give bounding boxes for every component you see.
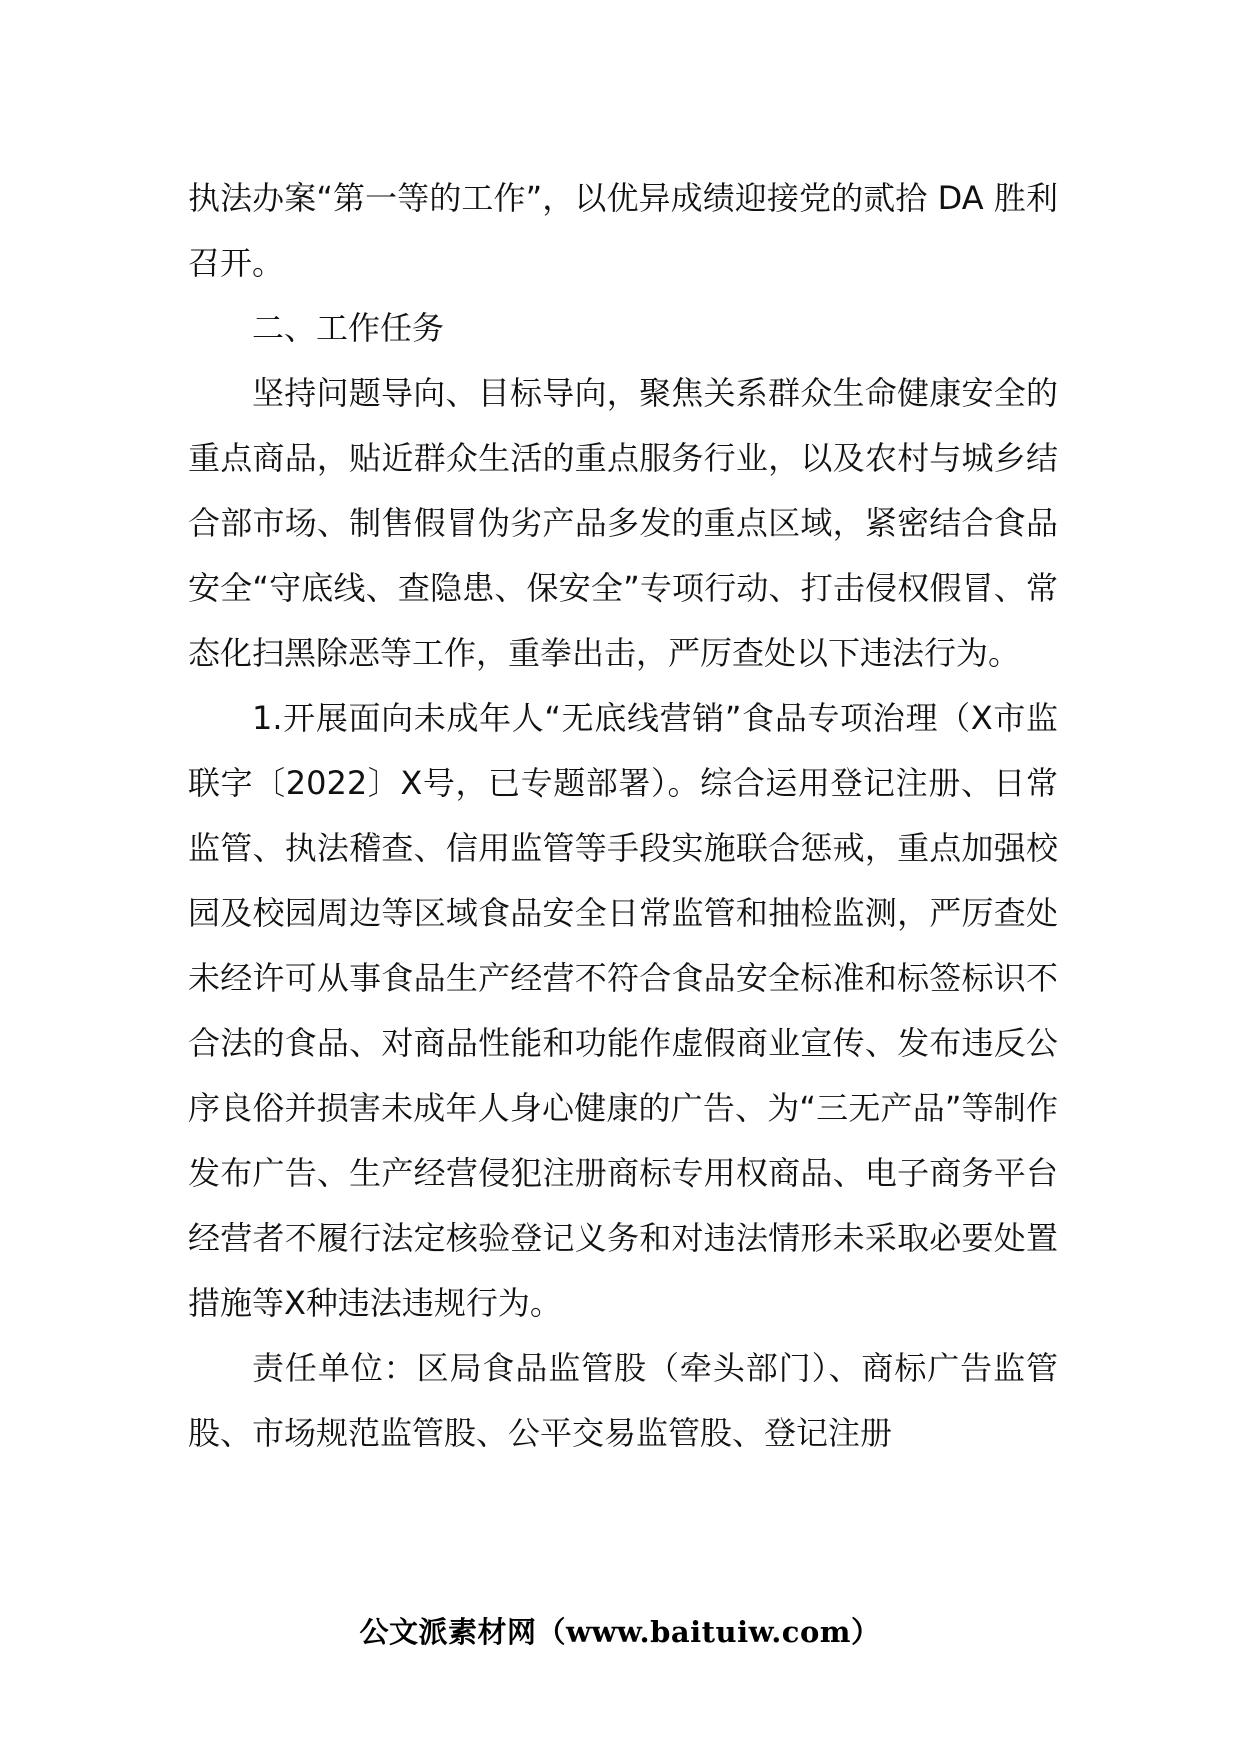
paragraph-responsible-units: 责任单位：区局食品监管股（牵头部门）、商标广告监管股、市场规范监管股、公平交易监管股、登记注册 [188,1349,1058,1452]
footer-watermark: 公文派素材网（www.baituiw.com） [359,1615,881,1649]
document-body [188,166,1058,1466]
section-heading: 二、工作任务 [252,309,445,347]
paragraph-item-1: 1.开展面向未成年人“无底线营销”食品专项治理（X市监联字〔2022〕X号，已专题部署）。综合运用登记注册、日常监管、执法稽查、信用监管等手段实施联合惩戒，重点加强校园及校园周边等区域食品安全日常监管和抽检监测，严厉查处未经许可从事食品生产经营不符合食品安全标准和标签标识不合法的食品、对商品性能和功能作虚假商业宣传、发布违反公序良俗并损害未成年人身心健康的广告、为“三无产品”等制作发布广告、生产经营侵犯注册商标专用权商品、电子商务平台经营者不履行法定核验登记义务和对违法情形未采取必要处置措施等X种违法违规行为。 [188,699,1058,1322]
paragraph-continuation: 执法办案“第一等的工作”，以优异成绩迎接党的贰拾 DA 胜利召开。 [188,179,1058,282]
paragraph-task-overview: 坚持问题导向、目标导向，聚焦关系群众生命健康安全的重点商品，贴近群众生活的重点服务行业，以及农村与城乡结合部市场、制售假冒伪劣产品多发的重点区域，紧密结合食品安全“守底线、查隐患、保安全”专项行动、打击侵权假冒、常态化扫黑除恶等工作，重拳出击，严厉查处以下违法行为。 [188,374,1058,672]
